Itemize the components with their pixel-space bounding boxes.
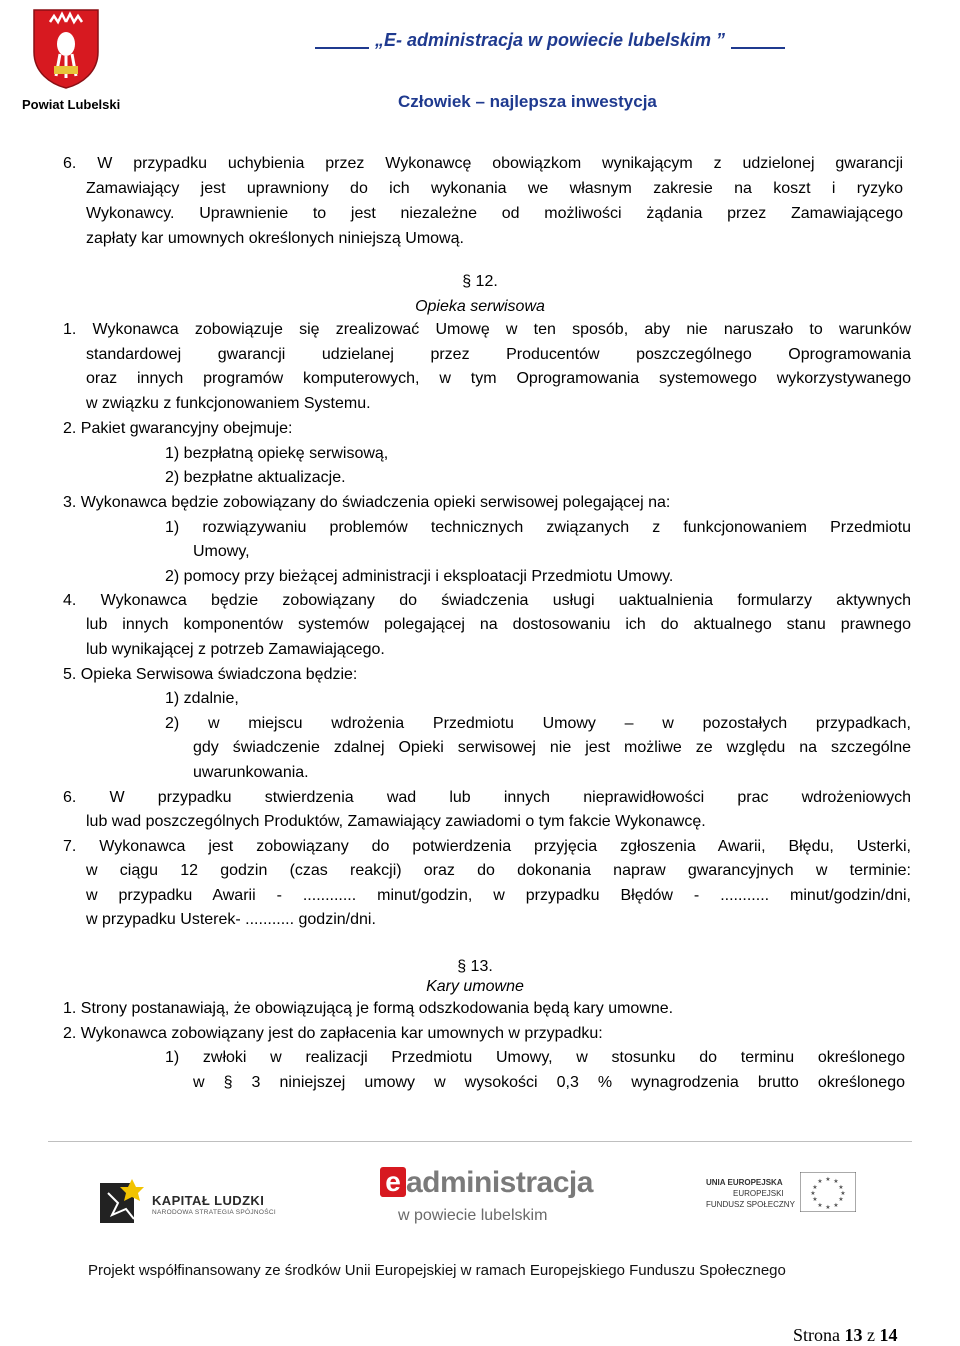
svg-text:★: ★	[840, 1190, 846, 1197]
s12-p5-line-1: 5. Opieka Serwisowa świadczona będzie:	[63, 666, 358, 683]
title-rule-left	[315, 47, 369, 49]
svg-text:★: ★	[812, 1184, 818, 1191]
svg-text:★: ★	[838, 1196, 844, 1203]
p6-line-4: zapłaty kar umownych określonych niniejszą Umową.	[86, 230, 464, 247]
section-13-number: § 13.	[457, 958, 493, 975]
section-12-number: § 12.	[462, 273, 498, 290]
s13-p2-line-1: 2. Wykonawca zobowiązany jest do zapłacenia kar umownych w przypadku:	[63, 1025, 603, 1042]
eu-text-3: FUNDUSZ SPOŁECZNY	[706, 1200, 795, 1209]
page-current: 13	[844, 1325, 863, 1345]
svg-text:★: ★	[838, 1184, 844, 1191]
eu-flag-icon	[800, 1172, 856, 1212]
s13-p2-item-1b: w § 3 niniejszej umowy w wysokości 0,3 % wynagrodzenia brutto określonego	[193, 1074, 905, 1091]
s12-p5-item-1: 1) zdalnie,	[165, 690, 239, 707]
s12-p2-item-1: 1) bezpłatną opiekę serwisową,	[165, 445, 389, 462]
s12-p3-item-1a: 1) rozwiązywaniu problemów technicznych związanych z funkcjonowaniem Przedmiotu	[165, 519, 911, 536]
p6-line-1: 6. W przypadku uchybienia przez Wykonawcę obowiązkom wynikającym z udzielonej gwarancji	[63, 155, 903, 172]
s12-p6-line-1: 6. W przypadku stwierdzenia wad lub innych nieprawidłowości prac wdrożeniowych	[63, 789, 911, 806]
s12-p5-item-2b: gdy świadczenie zdalnej Opieki serwisowej nie jest możliwe ze względu na szczególne	[193, 739, 911, 756]
section-12-heading: Opieka serwisowa	[415, 298, 545, 315]
svg-text:★: ★	[810, 1190, 816, 1197]
svg-text:★: ★	[833, 1202, 839, 1209]
e-administracja-subtitle: w powiecie lubelskim	[398, 1207, 548, 1224]
s12-p4-line-2: lub innych komponentów systemów polegającej na dostosowaniu ich do aktualnego stanu prawnego	[86, 616, 911, 633]
footer-divider	[48, 1141, 912, 1142]
p6-line-2: Zamawiający jest uprawniony do ich wykonania we własnym zakresie na koszt i ryzyko	[86, 180, 903, 197]
title-rule-right	[731, 47, 785, 49]
svg-text:★: ★	[817, 1202, 823, 1209]
svg-text:★: ★	[812, 1196, 818, 1203]
s12-p7-line-3: w przypadku Awarii - ............ minut/godzin, w przypadku Błędów - ........... minut/godzin/dni,	[86, 887, 911, 904]
s12-p4-line-3: lub wynikającej z potrzeb Zamawiającego.	[86, 641, 385, 658]
svg-text:★: ★	[825, 1176, 831, 1183]
s13-p1: 1. Strony postanawiają, że obowiązującą je formą odszkodowania będą kary umowne.	[63, 1000, 674, 1017]
county-name: Powiat Lubelski	[22, 97, 121, 112]
s12-p1-line-3: oraz innych programów komputerowych, w tym Oprogramowania systemowego wykorzystywanego	[86, 370, 911, 387]
e-administracja-wordmark: administracja	[406, 1166, 593, 1199]
s12-p2-item-2: 2) bezpłatne aktualizacje.	[165, 469, 346, 486]
s12-p2-line-1: 2. Pakiet gwarancyjny obejmuje:	[63, 420, 293, 437]
kapital-ludzki-subtitle: NARODOWA STRATEGIA SPÓJNOŚCI	[152, 1209, 276, 1216]
page-total: 14	[879, 1325, 898, 1345]
s12-p6-line-2: lub wad poszczególnych Produktów, Zamawiający zawiadomi o tym fakcie Wykonawcę.	[86, 813, 706, 830]
s12-p7-line-2: w ciągu 12 godzin (czas reakcji) oraz do dokonania napraw gwarancyjnych w terminie:	[86, 862, 911, 879]
powiat-crest-logo	[30, 6, 102, 90]
s12-p3-item-2: 2) pomocy przy bieżącej administracji i eksploatacji Przedmiotu Umowy.	[165, 568, 674, 585]
s12-p5-item-2a: 2) w miejscu wdrożenia Przedmiotu Umowy – w pozostałych przypadkach,	[165, 715, 911, 732]
eu-text-2: EUROPEJSKI	[733, 1189, 784, 1198]
s12-p4-line-1: 4. Wykonawca będzie zobowiązany do świadczenia usługi uaktualnienia formularzy aktywnych	[63, 592, 911, 609]
project-title	[280, 30, 820, 51]
kapital-ludzki-title: KAPITAŁ LUDZKI	[152, 1193, 265, 1208]
page-number	[793, 1325, 898, 1346]
page-label: Strona	[793, 1325, 840, 1345]
svg-text:★: ★	[817, 1178, 823, 1185]
page-of: z	[867, 1325, 875, 1345]
motto: Człowiek – najlepsza inwestycja	[398, 92, 657, 111]
kapital-ludzki-logo	[98, 1175, 150, 1229]
s12-p7-line-4: w przypadku Usterek- ........... godzin/dni.	[86, 911, 376, 928]
s12-p3-item-1b: Umowy,	[193, 543, 250, 560]
e-administracja-e-icon: e	[380, 1167, 406, 1197]
s12-p1-line-1: 1. Wykonawca zobowiązuje się zrealizować Umowę w ten sposób, aby nie naruszało to warunków	[63, 321, 911, 338]
s12-p1-line-4: w związku z funkcjonowaniem Systemu.	[86, 395, 371, 412]
s12-p7-line-1: 7. Wykonawca jest zobowiązany do potwierdzenia przyjęcia zgłoszenia Awarii, Błędu, Usterki,	[63, 838, 911, 855]
s12-p1-line-2: standardowej gwarancji udzielanej przez Producentów poszczególnego Oprogramowania	[86, 346, 911, 363]
p6-line-3: Wykonawcy. Uprawnienie to jest niezależne od możliwości żądania przez Zamawiającego	[86, 205, 903, 222]
s13-p2-item-1a: 1) zwłoki w realizacji Przedmiotu Umowy, w stosunku do terminu określonego	[165, 1049, 905, 1066]
s12-p3-line-1: 3. Wykonawca będzie zobowiązany do świadczenia opieki serwisowej polegającej na:	[63, 494, 671, 511]
svg-text:★: ★	[825, 1204, 831, 1211]
project-cofinancing-note: Projekt współfinansowany ze środków Unii Europejskiej w ramach Europejskiego Funduszu Społecznego	[88, 1262, 786, 1279]
s12-p5-item-2c: uwarunkowania.	[193, 764, 309, 781]
section-13-heading: Kary umowne	[426, 978, 524, 995]
project-title-text: „E- administracja w powiecie lubelskim ”	[374, 30, 726, 50]
svg-text:★: ★	[833, 1178, 839, 1185]
eu-text-1: UNIA EUROPEJSKA	[706, 1178, 783, 1187]
